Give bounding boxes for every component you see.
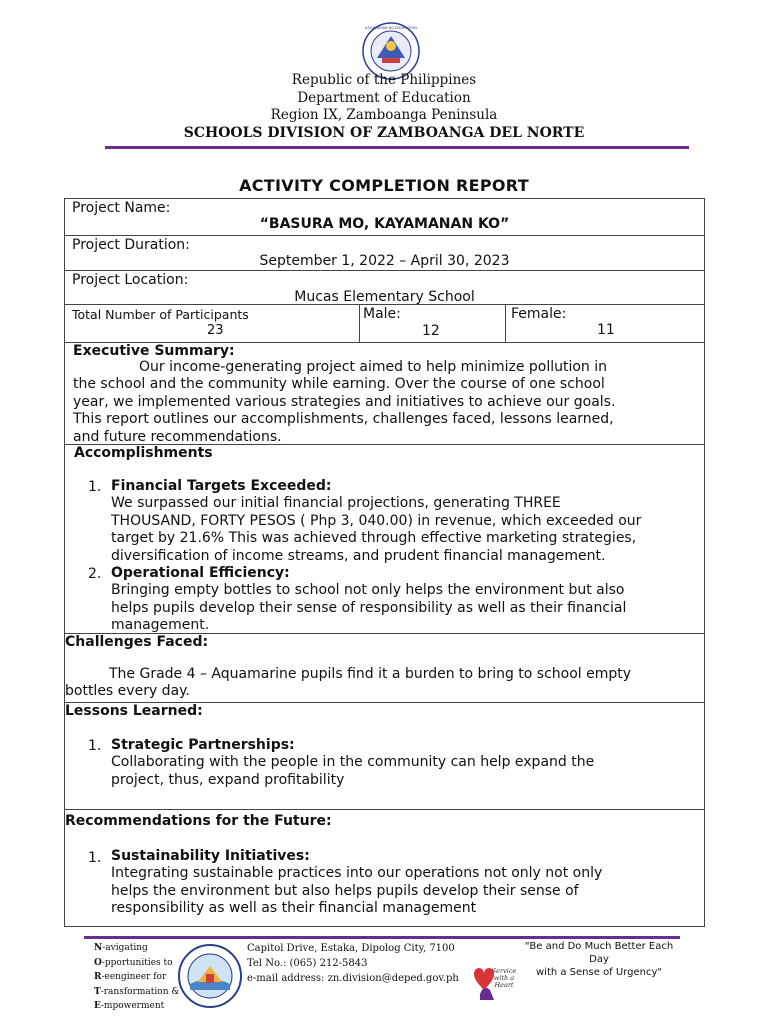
header-division: SCHOOLS DIVISION OF ZAMBOANGA DEL NORTE xyxy=(183,124,585,141)
row-accomplishments xyxy=(65,445,704,634)
lesson-item-1: Strategic Partnerships: Collaborating with the people in the community can help expand the project, thus, expand profitability xyxy=(111,737,595,788)
participants-female-value: 11 xyxy=(597,322,615,338)
recommendations-title: Recommendations for the Future: xyxy=(65,813,332,829)
row-recommendations xyxy=(65,810,704,928)
division-seal-logo xyxy=(178,944,242,1008)
accomplishment-item-1: Financial Targets Exceeded: We surpassed our initial financial projections, generating THREE THOUSAND, FORTY PESOS ( Php 3, 040.00) in revenue, which exceeded our target by 21.6% This was achieved through effective marketing strategies, diversification of income streams, and prudent financial management. xyxy=(111,478,642,564)
footer-contact xyxy=(247,941,459,986)
challenges-title: Challenges Faced: xyxy=(65,634,209,650)
heart-badge-text: Service with a Heart xyxy=(491,967,517,989)
footer-tel: Tel No.: (065) 212-5843 xyxy=(247,958,368,969)
participants-female-label: Female: xyxy=(511,306,567,322)
project-duration-value: September 1, 2022 – April 30, 2023 xyxy=(259,253,510,269)
header-region: Region IX, Zamboanga Peninsula xyxy=(270,107,498,123)
project-location-label: Project Location: xyxy=(72,272,189,288)
letterhead xyxy=(0,72,768,142)
participants-total-label: Total Number of Participants xyxy=(72,307,249,322)
executive-summary-title: Executive Summary: xyxy=(73,343,235,359)
project-location-value: Mucas Elementary School xyxy=(294,289,475,305)
header-divider xyxy=(105,146,689,149)
lessons-title: Lessons Learned: xyxy=(65,703,203,719)
accomplishments-title: Accomplishments xyxy=(74,445,213,461)
report-title: ACTIVITY COMPLETION REPORT xyxy=(239,176,529,195)
header-republic: Republic of the Philippines xyxy=(291,72,477,88)
recommendation-item-1: Sustainability Initiatives: Integrating sustainable practices into our operations not only not only helps the environment but also helps pupils develop their sense of responsibility as well as their financial management xyxy=(111,848,603,917)
row-executive-summary xyxy=(65,343,704,445)
report-table xyxy=(64,198,705,927)
row-lessons xyxy=(65,703,704,810)
list-item-number: 1. xyxy=(88,479,102,495)
footer-motto: N-avigating O-pportunities to R-eengineer for T-ransformation & E-mpowerment xyxy=(94,943,180,1011)
footer-email: e-mail address: zn.division@deped.gov.ph xyxy=(247,973,459,984)
header-department: Department of Education xyxy=(297,89,471,106)
participants-male-label: Male: xyxy=(363,306,401,322)
footer-divider xyxy=(84,936,680,939)
project-name-label: Project Name: xyxy=(72,200,171,216)
seal-ring-text: KAGAWARAN NG EDUKASYON xyxy=(365,26,417,30)
executive-summary-text: Our income-generating project aimed to help minimize pollution in the school and the community while earning. Over the course of one school year, we implemented various strategies and initiatives to achieve our goals. This report outlines our accomplishments, challenges faced, lessons learned, and future recommendations. xyxy=(73,359,616,445)
list-item-number: 2. xyxy=(88,566,102,582)
row-project-location xyxy=(65,271,704,305)
list-item-number: 1. xyxy=(88,738,102,754)
project-duration-label: Project Duration: xyxy=(72,237,190,253)
row-challenges xyxy=(65,634,704,703)
list-item-number: 1. xyxy=(88,850,102,866)
footer-address: Capitol Drive, Estaka, Dipolog City, 7100 xyxy=(247,943,455,954)
project-name-value: “BASURA MO, KAYAMANAN KO” xyxy=(259,216,510,232)
accomplishment-item-2: Operational Efficiency: Bringing empty bottles to school not only helps the environment but also helps pupils develop their sense of responsibility as well as their financial management. xyxy=(111,565,627,634)
row-project-name xyxy=(65,199,704,236)
row-participants xyxy=(65,305,704,343)
participants-total-value: 23 xyxy=(207,323,224,338)
participants-male-value: 12 xyxy=(422,323,440,339)
footer-slogan: "Be and Do Much Better Each Day with a Sense of Urgency" xyxy=(524,941,674,978)
row-project-duration xyxy=(65,236,704,271)
challenges-text: The Grade 4 – Aquamarine pupils find it a burden to bring to school empty bottles every day. xyxy=(65,666,632,700)
